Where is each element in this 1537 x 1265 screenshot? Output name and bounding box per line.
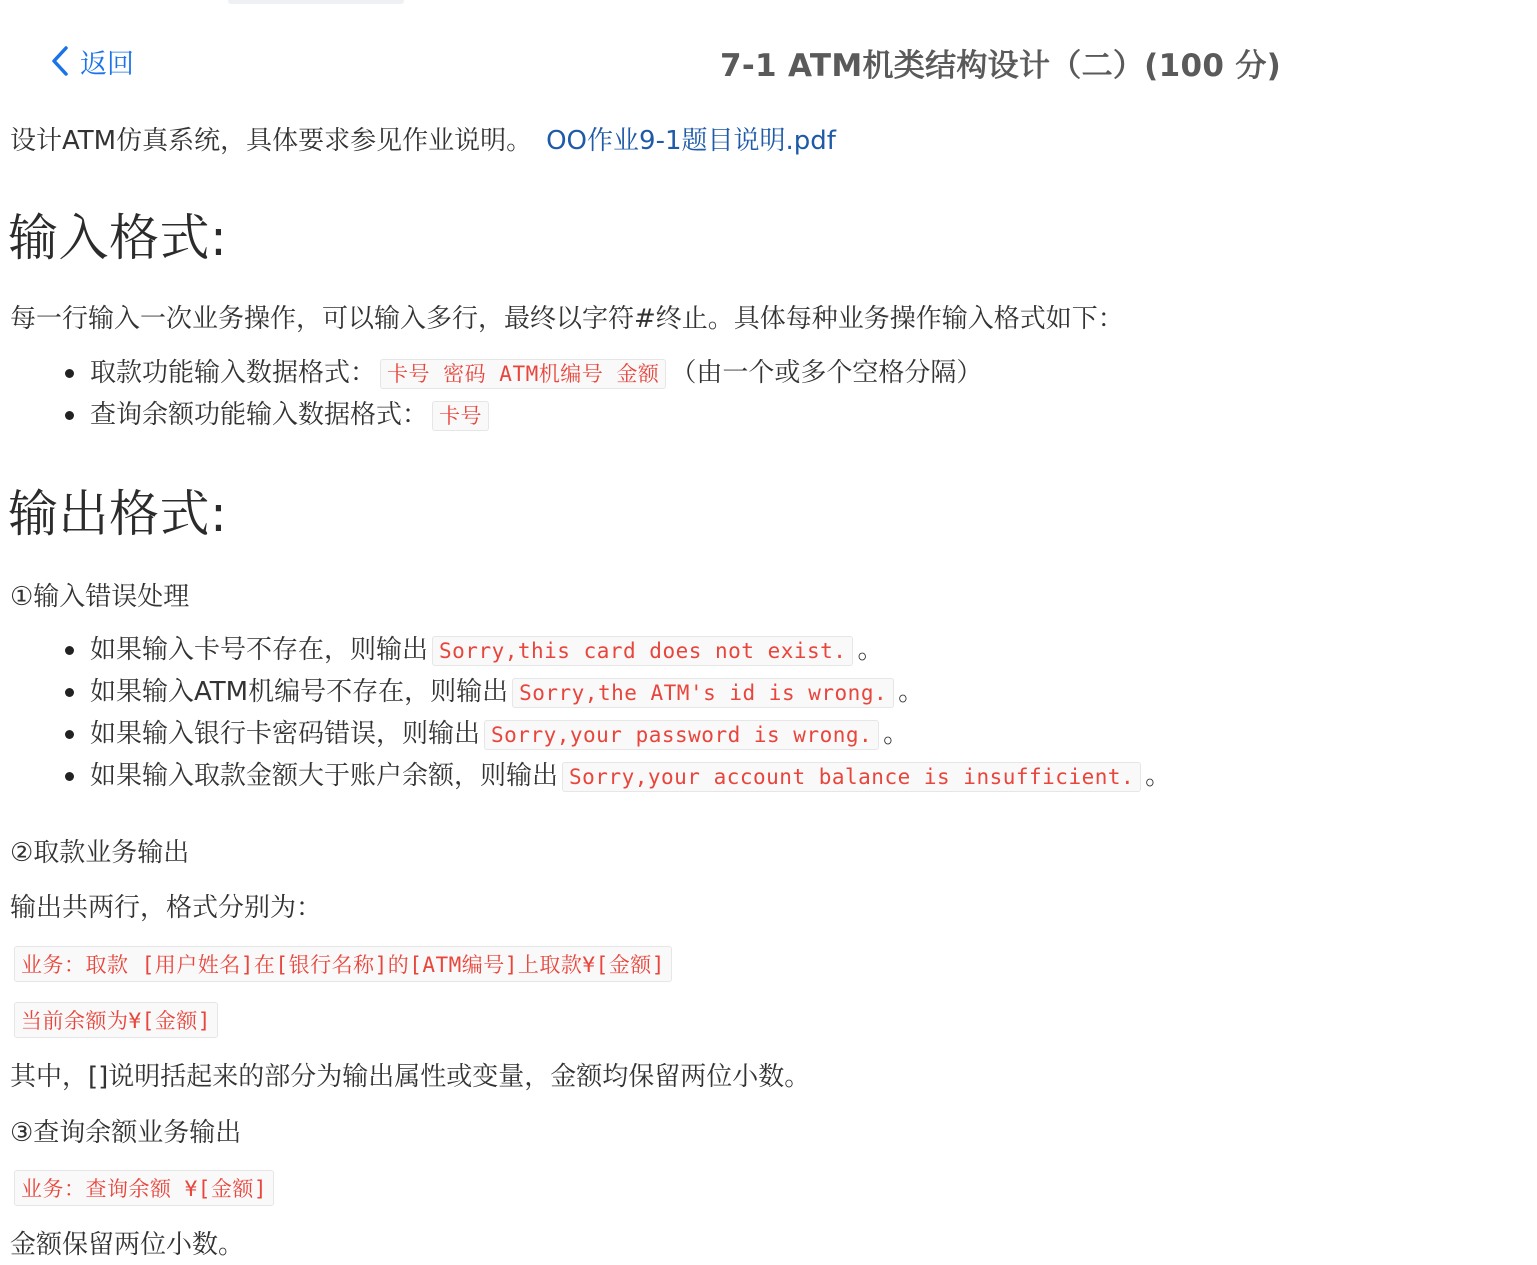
chevron-left-icon (50, 45, 70, 77)
query-output-title: ③查询余额业务输出 (10, 1118, 242, 1148)
inline-code: Sorry,this card does not exist. (432, 636, 853, 666)
withdraw-output-title: ②取款业务输出 (10, 838, 190, 868)
list-item (62, 671, 1171, 713)
withdraw-note: 其中，[]说明括起来的部分为输出属性或变量，金额均保留两位小数。 (10, 1062, 811, 1092)
list-item (62, 352, 982, 394)
list-item-label: 查询余额功能输入数据格式： (90, 400, 429, 430)
error-output-list (62, 629, 1171, 797)
inline-code: 卡号 (432, 401, 489, 431)
list-item-suffix: 。 (883, 719, 910, 749)
output-format-heading: 输出格式: (8, 485, 228, 543)
list-item-suffix: 。 (1145, 761, 1172, 791)
pdf-link[interactable]: OO作业9-1题目说明.pdf (546, 126, 836, 156)
input-description: 每一行输入一次业务操作，可以输入多行，最终以字符#终止。具体每种业务操作输入格式如下： (10, 304, 1124, 334)
withdraw-output-description: 输出共两行，格式分别为： (10, 893, 323, 923)
error-handling-title: ①输入错误处理 (10, 582, 190, 612)
list-item-suffix: 。 (898, 677, 925, 707)
list-item-suffix: 。 (857, 635, 884, 665)
list-item-label: 如果输入卡号不存在，则输出 (90, 635, 429, 665)
input-format-list (62, 352, 982, 436)
list-item (62, 394, 982, 436)
query-note: 金额保留两位小数。 (10, 1230, 245, 1260)
list-item (62, 755, 1171, 797)
intro-paragraph (10, 120, 836, 157)
list-item (62, 713, 1171, 755)
page-header (0, 0, 1537, 110)
list-item-label: 如果输入ATM机编号不存在，则输出 (90, 677, 509, 707)
withdraw-format-line-1: 业务：取款 [用户姓名]在[银行名称]的[ATM编号]上取款¥[金额] (14, 946, 672, 982)
inline-code: Sorry,your account balance is insufficient. (562, 762, 1141, 792)
input-format-heading: 输入格式: (8, 209, 228, 267)
query-format-line: 业务：查询余额 ¥[金额] (14, 1170, 274, 1206)
intro-text: 设计ATM仿真系统，具体要求参见作业说明。 (10, 126, 533, 156)
list-item-suffix: （由一个或多个空格分隔） (670, 358, 983, 388)
back-label: 返回 (80, 48, 134, 80)
inline-code: Sorry,your password is wrong. (484, 720, 879, 750)
back-button[interactable] (50, 42, 134, 80)
inline-code: 卡号 密码 ATM机编号 金额 (380, 359, 666, 389)
list-item-label: 如果输入取款金额大于账户余额，则输出 (90, 761, 559, 791)
page-title: 7-1 ATM机类结构设计（二）(100 分) (720, 48, 1282, 84)
withdraw-format-line-2: 当前余额为¥[金额] (14, 1002, 218, 1038)
list-item (62, 629, 1171, 671)
inline-code: Sorry,the ATM's id is wrong. (512, 678, 894, 708)
list-item-label: 取款功能输入数据格式： (90, 358, 377, 388)
list-item-label: 如果输入银行卡密码错误，则输出 (90, 719, 481, 749)
